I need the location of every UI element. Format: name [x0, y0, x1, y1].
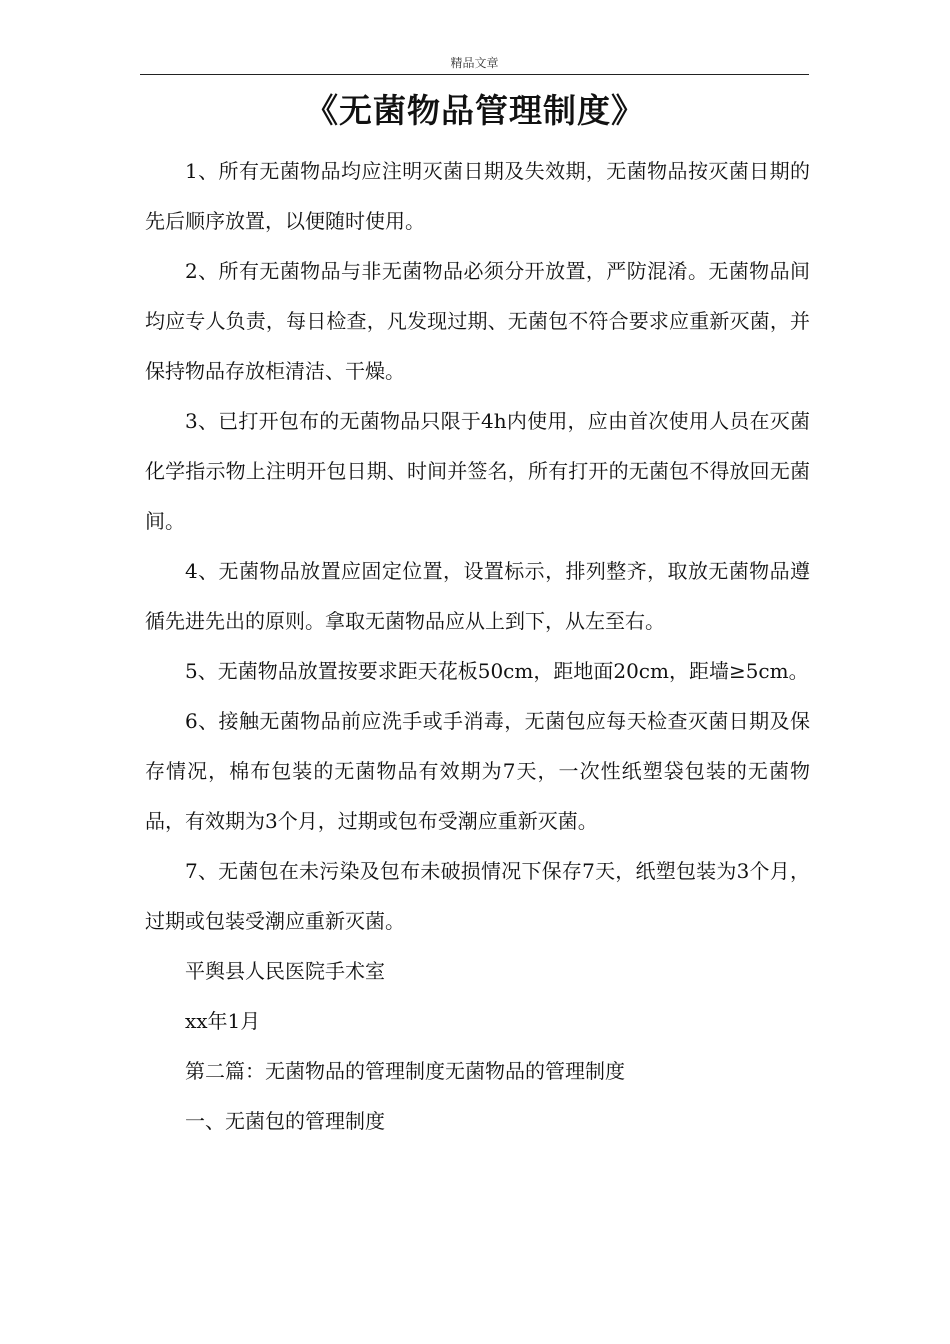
section-heading-second-part: 第二篇：无菌物品的管理制度无菌物品的管理制度: [185, 1059, 625, 1083]
signature-date: xx年1月: [185, 1009, 261, 1033]
paragraph-rule-5: 5、无菌物品放置按要求距天花板50cm，距地面20cm，距墙≥5cm。: [185, 659, 809, 683]
page-header: [140, 56, 809, 75]
header-label: 精品文章: [450, 56, 499, 70]
paragraph-rule-6: 6、接触无菌物品前应洗手或手消毒，无菌包应每天检查灭菌日期及保存情况，棉布包装的无菌物品有效期为7天，一次性纸塑袋包装的无菌物品，有效期为3个月，过期或包布受潮应重新灭菌。: [145, 709, 810, 833]
document-body: [145, 146, 810, 1146]
paragraph-rule-1: 1、所有无菌物品均应注明灭菌日期及失效期，无菌物品按灭菌日期的先后顺序放置，以便随时使用。: [145, 159, 810, 233]
paragraph-rule-2: 2、所有无菌物品与非无菌物品必须分开放置，严防混淆。无菌物品间均应专人负责，每日检查，凡发现过期、无菌包不符合要求应重新灭菌，并保持物品存放柜清洁、干燥。: [145, 259, 810, 383]
signature-department: 平舆县人民医院手术室: [185, 959, 385, 983]
paragraph-rule-4: 4、无菌物品放置应固定位置，设置标示，排列整齐，取放无菌物品遵循先进先出的原则。拿取无菌物品应从上到下，从左至右。: [145, 559, 810, 633]
document-title: 《无菌物品管理制度》: [305, 91, 645, 130]
paragraph-rule-3: 3、已打开包布的无菌物品只限于4h内使用，应由首次使用人员在灭菌化学指示物上注明开包日期、时间并签名，所有打开的无菌包不得放回无菌间。: [145, 409, 810, 533]
section-heading-sterile-package: 一、无菌包的管理制度: [185, 1109, 385, 1133]
paragraph-rule-7: 7、无菌包在未污染及包布未破损情况下保存7天，纸塑包装为3个月，过期或包装受潮应重新灭菌。: [145, 859, 810, 933]
